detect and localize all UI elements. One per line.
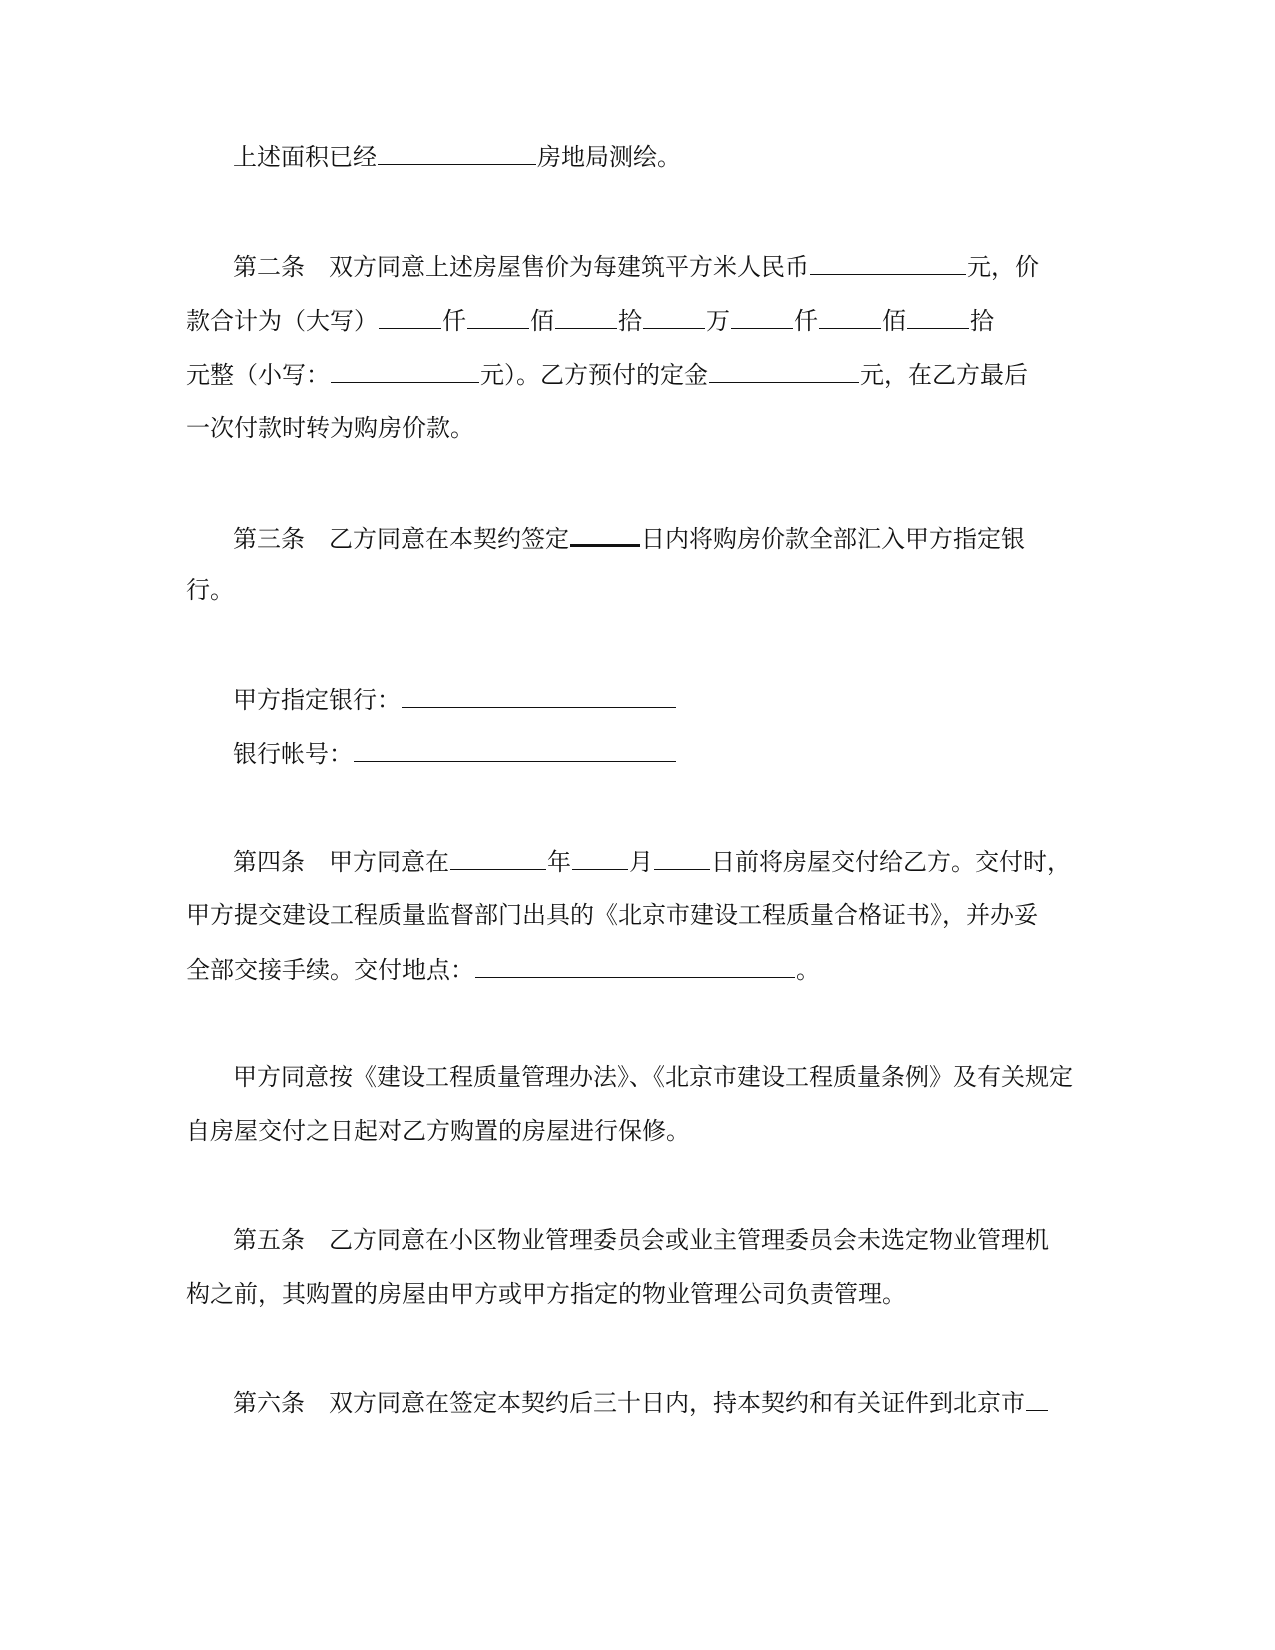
- bank-name-blank: [402, 683, 676, 708]
- amount-blank: [379, 304, 441, 329]
- delivery-place-blank: [475, 953, 795, 978]
- article4-line-3: 全部交接手续。交付地点： 。: [186, 953, 820, 985]
- amount-figures-blank: [331, 358, 479, 383]
- article5-line-2: 构之前，其购置的房屋由甲方或甲方指定的物业管理公司负责管理。: [186, 1280, 906, 1308]
- area-survey-line: 上述面积已经 房地局测绘。: [233, 140, 681, 172]
- bank-name-line: 甲方指定银行：: [233, 683, 677, 715]
- month-blank: [572, 845, 628, 870]
- surveyor-blank: [378, 140, 536, 165]
- amount-blank: [643, 304, 705, 329]
- article5-line-1: 第五条 乙方同意在小区物业管理委员会或业主管理委员会未选定物业管理机: [233, 1226, 1049, 1254]
- warranty-line-2: 自房屋交付之日起对乙方购置的房屋进行保修。: [186, 1117, 690, 1145]
- bank-account-blank: [354, 737, 676, 762]
- article2-line-3: 元整（小写： 元）。乙方预付的定金 元，在乙方最后: [186, 358, 1028, 390]
- deposit-blank: [709, 358, 859, 383]
- article2-line-4: 一次付款时转为购房价款。: [186, 414, 474, 442]
- unit-price-blank: [810, 250, 966, 275]
- amount-blank: [819, 304, 881, 329]
- amount-blank: [555, 304, 617, 329]
- amount-blank: [907, 304, 969, 329]
- city-district-blank: [1026, 1386, 1048, 1411]
- article2-line-2: 款合计为（大写） 仟 佰 拾 万 仟 佰 拾: [186, 304, 994, 336]
- bank-account-line: 银行帐号：: [233, 737, 677, 769]
- amount-blank: [467, 304, 529, 329]
- article3-line-2: 行。: [186, 576, 234, 604]
- article4-line-2: 甲方提交建设工程质量监督部门出具的《北京市建设工程质量合格证书》，并办妥: [186, 901, 1038, 929]
- warranty-line-1: 甲方同意按《建设工程质量管理办法》、《北京市建设工程质量条例》及有关规定: [233, 1063, 1073, 1091]
- day-blank: [654, 845, 710, 870]
- days-blank: [570, 520, 640, 547]
- article6-line-1: 第六条 双方同意在签定本契约后三十日内，持本契约和有关证件到北京市: [233, 1386, 1049, 1418]
- article3-line-1: 第三条 乙方同意在本契约签定 日内将购房价款全部汇入甲方指定银: [233, 520, 1025, 552]
- year-blank: [450, 845, 546, 870]
- amount-blank: [731, 304, 793, 329]
- article4-line-1: 第四条 甲方同意在 年 月 日前将房屋交付给乙方。交付时，: [233, 845, 1071, 877]
- article2-line-1: 第二条 双方同意上述房屋售价为每建筑平方米人民币 元，价: [233, 250, 1039, 282]
